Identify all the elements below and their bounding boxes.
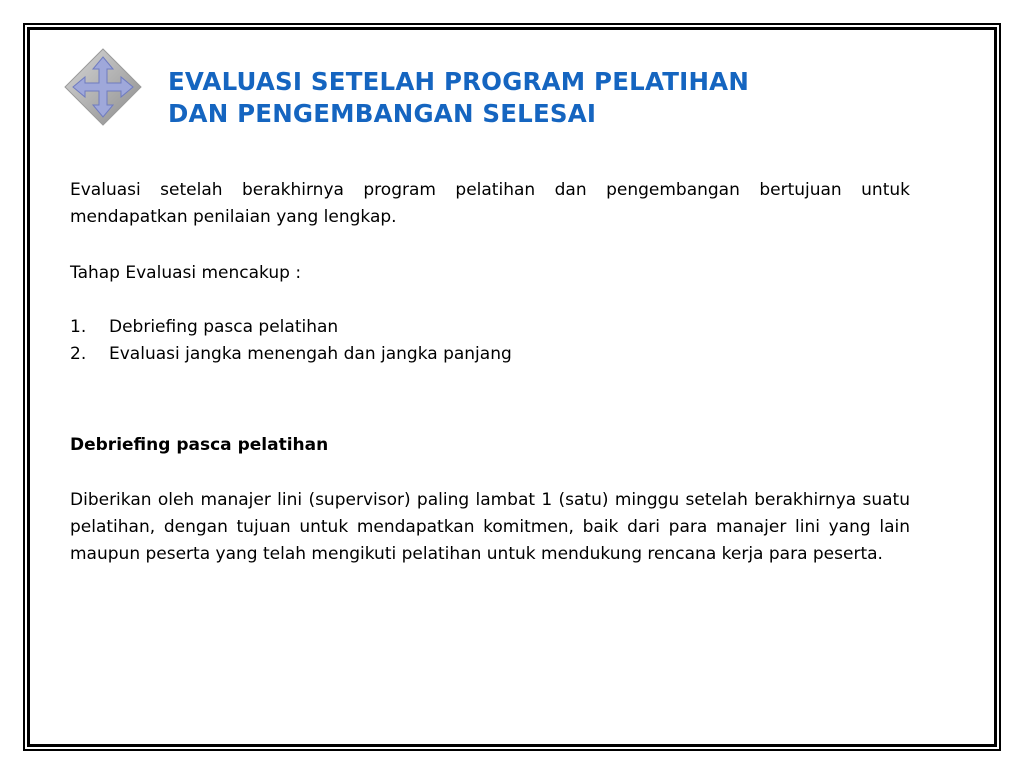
list-item-number: 2. bbox=[70, 344, 87, 364]
title-line-1: EVALUASI SETELAH PROGRAM PELATIHAN bbox=[168, 67, 750, 96]
list-item-text: Evaluasi jangka menengah dan jangka panjang bbox=[109, 344, 512, 364]
stages-list bbox=[70, 314, 910, 368]
list-item bbox=[70, 341, 910, 368]
slide-border-inner bbox=[27, 27, 997, 747]
section-heading: Debriefing pasca pelatihan bbox=[70, 435, 329, 455]
page-title bbox=[168, 66, 928, 130]
stages-label: Tahap Evaluasi mencakup : bbox=[70, 263, 302, 283]
list-item-number: 1. bbox=[70, 317, 87, 337]
list-item bbox=[70, 314, 910, 341]
list-item-text: Debriefing pasca pelatihan bbox=[109, 317, 339, 337]
four-way-arrow-icon bbox=[64, 48, 142, 126]
title-line-2: DAN PENGEMBANGAN SELESAI bbox=[168, 99, 597, 128]
intro-paragraph: Evaluasi setelah berakhirnya program pelatihan dan pengembangan bertujuan untuk mendapatkan penilaian yang lengkap. bbox=[70, 180, 910, 227]
section-paragraph: Diberikan oleh manajer lini (supervisor) paling lambat 1 (satu) minggu setelah berakhirnya suatu pelatihan, dengan tujuan untuk mendapatkan komitmen, baik dari para manajer lini yang lain maupun peserta yang telah mengikuti pelatihan untuk mendukung rencana kerja para peserta. bbox=[70, 490, 910, 564]
